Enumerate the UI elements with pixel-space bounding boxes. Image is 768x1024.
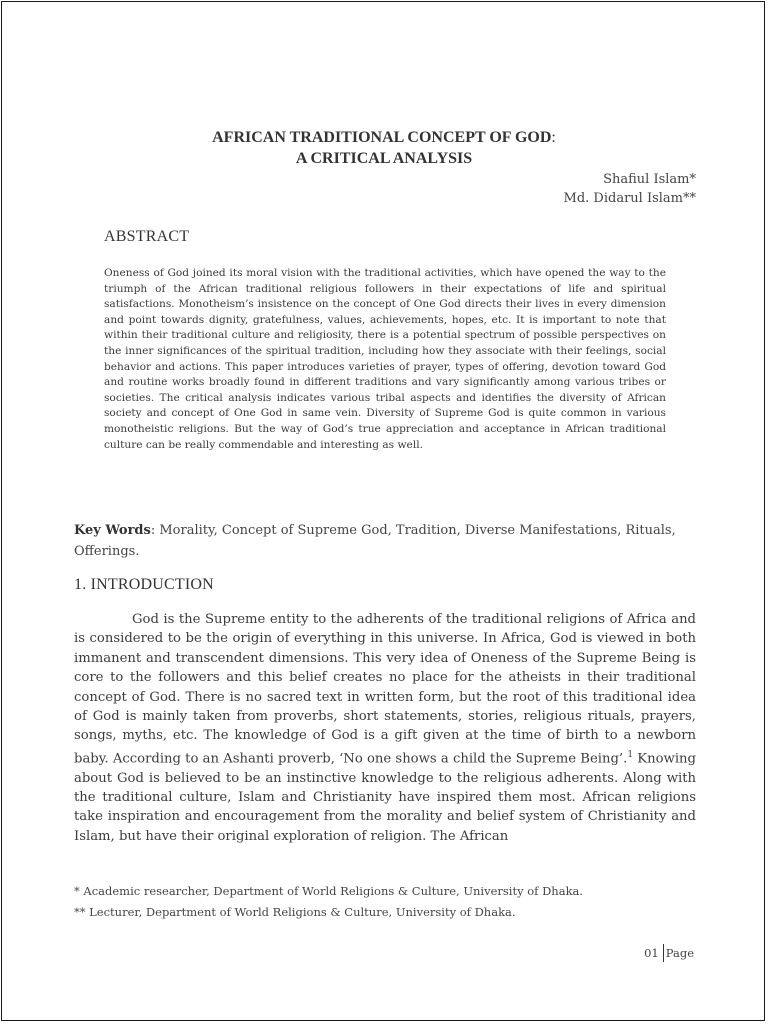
footnote-2: ** Lecturer, Department of World Religions & Culture, University of Dhaka. [74, 905, 516, 919]
introduction-text: God is the Supreme entity to the adherents of the traditional religions of Africa and is considered to be the origin of everything in this universe. In Africa, God is viewed in both immanent and transcendent dimensions. This very idea of Oneness of the Supreme Being is core to the followers and this belief creates no place for the atheists in their traditional concept of God. There is no sacred text in written form, but the root of this traditional idea of God is mainly taken from proverbs, short statements, stories, religious rituals, prayers, songs, myths, etc. The knowledge of God is a gift given at the time of birth to a newborn baby. According to an Ashanti proverb, ‘No one shows a child the Supreme Being’.$^1$ Knowing about God is believed to be an instinctive knowledge to the religious adherents. Along with the traditional culture, Islam and Christianity have inspired them most. African religions take inspiration and encouragement from the morality and belief system of Christianity and Islam, but have their original exploration of religion. The African [74, 612, 696, 844]
author-1: Shafiul Islam* [603, 172, 696, 187]
footnote-1: * Academic researcher, Department of World Religions & Culture, University of Dhaka. [74, 884, 584, 898]
author-2: Md. Didarul Islam** [563, 191, 696, 206]
abstract-text: Oneness of God joined its moral vision with the traditional activities, which have opened the way to the triumph of the African traditional religious followers in their expectations of life and spiritual satisfactions. Monotheism’s insistence on the concept of One God directs their lives in every dimension and point towards dignity, gratefulness, values, achievements, hopes, etc. It is important to note that within their traditional culture and religiosity, there is a potential spectrum of possible perspectives on the inner significances of the spiritual tradition, including how they associate with their feelings, social behavior and actions. This paper introduces varieties of prayer, types of offering, devotion toward God and routine works broadly found in different traditions and vary significantly among various tribes or societies. The critical analysis indicates various tribal aspects and identifies the diversity of African society and concept of One God in same vein. Diversity of Supreme God is quite common in various monotheistic religions. But the way of God’s true appreciation and acceptance in African traditional culture can be really commendable and interesting as well. [104, 267, 666, 451]
paper-title-line-1: AFRICAN TRADITIONAL CONCEPT OF GOD: [212, 129, 556, 146]
footnote-ref[interactable]: 1 [627, 749, 634, 760]
page-number: 01 Page [644, 946, 694, 960]
abstract-heading: ABSTRACT [104, 228, 190, 245]
introduction-heading: 1. INTRODUCTION [74, 576, 214, 593]
keywords: Key Words: Morality, Concept of Supreme God, Tradition, Diverse Manifestations, Rituals, Offerings. [74, 523, 676, 559]
keywords-list: Morality, Concept of Supreme God, Tradition, Diverse Manifestations, Rituals, Offerings. [74, 523, 676, 559]
paper-title-line-2: A CRITICAL ANALYSIS [295, 150, 473, 167]
keywords-label: Key Words [74, 523, 151, 538]
